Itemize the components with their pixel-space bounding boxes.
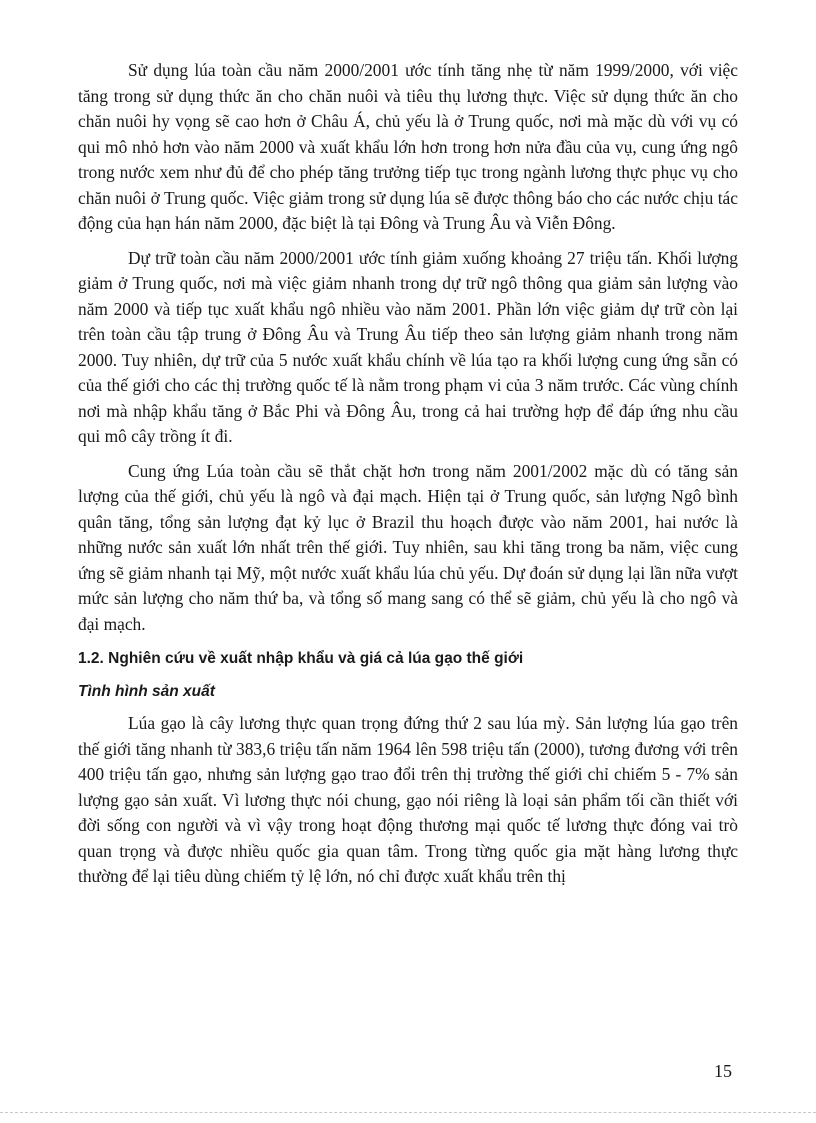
paragraph-global-supply: Cung ứng Lúa toàn cầu sẽ thắt chặt hơn trong năm 2001/2002 mặc dù có tăng sản lượng của thế giới, chủ yếu là ngô và đại mạch. Hiện tại ở Trung quốc, sản lượng Ngô bình quân tăng, tổng sản lượng đạt kỷ lục ở Brazil thu hoạch được vào năm 2001, hai nước là những nước sản xuất lớn nhất trên thế giới. Tuy nhiên, sau khi tăng trong ba năm, việc cung ứng sẽ giảm nhanh tại Mỹ, một nước xuất khẩu lúa chủ yếu. Dự đoán sử dụng lại lần nữa vượt mức sản lượng cho năm thứ ba, và tổng số mang sang có thể sẽ giảm, chủ yếu là cho ngô và đại mạch. (78, 460, 738, 634)
scan-edge-rule (0, 1112, 816, 1113)
page-number: 15 (714, 1061, 732, 1081)
page-content (78, 58, 738, 899)
paragraph-global-use: Sử dụng lúa toàn cầu năm 2000/2001 ước tính tăng nhẹ từ năm 1999/2000, với việc tăng trong sử dụng thức ăn cho chăn nuôi và tiêu thụ lương thực. Việc sử dụng thức ăn cho chăn nuôi hy vọng sẽ cao hơn ở Châu Á, chủ yếu là ở Trung quốc, nơi mà mặc dù với vụ có qui mô nhỏ hơn vào năm 2000 và xuất khẩu lớn hơn trong hơn nửa đầu của vụ, cung ứng ngô trong nước xem như đủ để cho phép tăng trưởng tiếp tục trong ngành lương thực phục vụ cho chăn nuôi ở Trung quốc. Việc giảm trong sử dụng lúa sẽ được thông báo cho các nước chịu tác động của hạn hán năm 2000, đặc biệt là tại Đông và Trung Âu và Viễn Đông. (78, 60, 738, 233)
subsection-heading: Tình hình sản xuất (78, 683, 215, 700)
paragraph-global-stocks: Dự trữ toàn cầu năm 2000/2001 ước tính giảm xuống khoảng 27 triệu tấn. Khối lượng giảm ở Trung quốc, nơi mà việc giảm nhanh trong dự trữ ngô thông qua giảm sản lượng vào năm 2000 và tiếp tục xuất khẩu ngô nhiều vào năm 2001. Phần lớn việc giảm dự trữ còn lại trên toàn cầu tập trung ở Đông Âu và Trung Âu tiếp theo sản lượng giảm nhanh trong năm 2000. Tuy nhiên, dự trữ của 5 nước xuất khẩu chính về lúa tạo ra khối lượng cung ứng sẵn có của thế giới cho các thị trường quốc tế là nằm trong phạm vi của 3 năm trước. Các vùng chính nơi mà nhập khẩu tăng ở Bắc Phi và Đông Âu, trong cả hai trường hợp để đáp ứng nhu cầu qui mô cây trồng ít đi. (78, 247, 738, 446)
section-heading: 1.2. Nghiên cứu về xuất nhập khẩu và giá cả lúa gạo thế giới (78, 650, 524, 667)
paragraph-rice-production: Lúa gạo là cây lương thực quan trọng đứng thứ 2 sau lúa mỳ. Sản lượng lúa gạo trên thế giới tăng nhanh từ 383,6 triệu tấn năm 1964 lên 598 triệu tấn (2000), tương đương với trên 400 triệu tấn gạo, nhưng sản lượng gạo trao đổi trên thị trường thế giới chỉ chiếm 5 - 7% sản lượng gạo sản xuất. Vì lương thực nói chung, gạo nói riêng là loại sản phẩm tối cần thiết với đời sống con người và vì vậy trong hoạt động thương mại quốc tế lương thực đóng vai trò quan trọng và được nhiều quốc gia quan tâm. Trong từng quốc gia mặt hàng lương thực thường để lại tiêu dùng chiếm tỷ lệ lớn, nó chỉ được xuất khẩu trên thị (78, 713, 738, 886)
